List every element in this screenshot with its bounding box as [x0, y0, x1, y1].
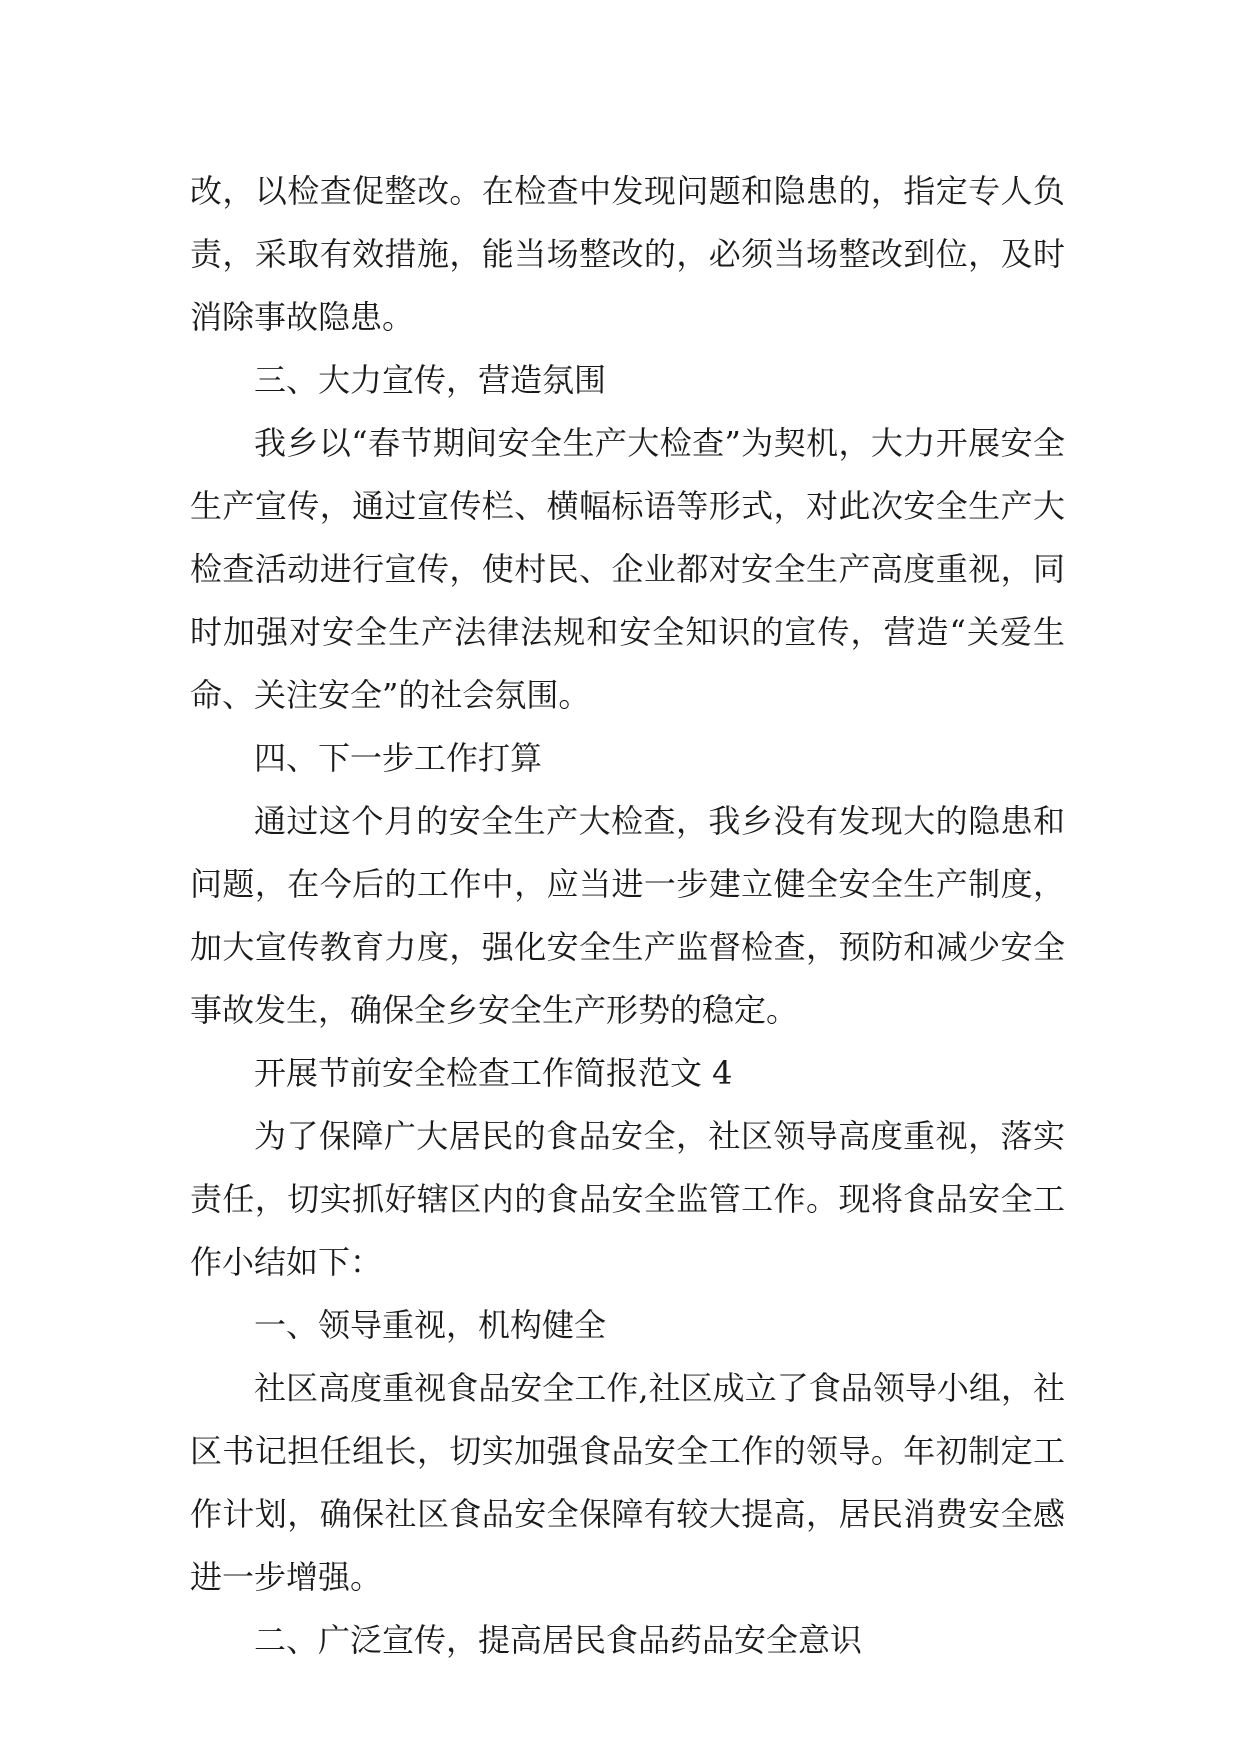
paragraph-publicity: 我乡以“春节期间安全生产大检查”为契机，大力开展安全生产宣传，通过宣传栏、横幅标语等形式，对此次安全生产大检查活动进行宣传，使村民、企业都对安全生产高度重视，同时加强对安全生产法律法规和安全知识的宣传，营造“关爱生命、关注安全”的社会氛围。 [190, 424, 1065, 714]
section-heading-publicity: 三、大力宣传，营造氛围 [254, 361, 607, 399]
section-heading-awareness: 二、广泛宣传，提高居民食品药品安全意识 [254, 1621, 863, 1659]
paragraph-intro: 为了保障广大居民的食品安全，社区领导高度重视，落实责任，切实抓好辖区内的食品安全监管工作。现将食品安全工作小结如下： [190, 1117, 1065, 1281]
section-heading-next-steps: 四、下一步工作打算 [254, 739, 543, 777]
paragraph-next-steps: 通过这个月的安全生产大检查，我乡没有发现大的隐患和问题，在今后的工作中，应当进一步建立健全安全生产制度，加大宣传教育力度，强化安全生产监督检查，预防和减少安全事故发生，确保全乡安全生产形势的稳定。 [190, 802, 1065, 1029]
paragraph-leadership: 社区高度重视食品安全工作,社区成立了食品领导小组，社区书记担任组长，切实加强食品安全工作的领导。年初制定工作计划，确保社区食品安全保障有较大提高，居民消费安全感进一步增强。 [190, 1369, 1065, 1596]
section-heading-leadership: 一、领导重视，机构健全 [254, 1306, 607, 1344]
article-title: 开展节前安全检查工作简报范文 4 [254, 1054, 733, 1092]
document-body [190, 160, 1065, 1672]
paragraph-continuation: 改，以检查促整改。在检查中发现问题和隐患的，指定专人负责，采取有效措施，能当场整改的，必须当场整改到位，及时消除事故隐患。 [190, 172, 1065, 336]
